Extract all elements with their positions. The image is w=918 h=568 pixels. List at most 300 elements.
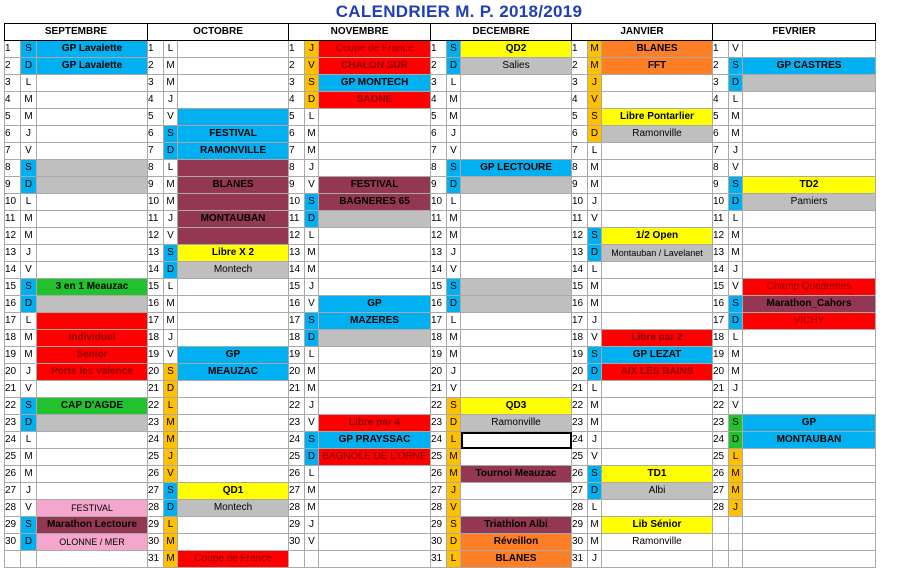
weekday-cell[interactable]: L <box>447 313 461 330</box>
empty-event-cell[interactable] <box>178 313 289 330</box>
day-number-cell[interactable]: 27 <box>431 483 447 500</box>
day-number-cell[interactable]: 13 <box>431 245 447 262</box>
day-number-cell[interactable]: 30 <box>289 534 305 551</box>
event-cell[interactable]: 1/2 Open <box>602 228 713 245</box>
weekday-cell[interactable] <box>21 551 37 568</box>
day-number-cell[interactable]: 21 <box>431 381 447 398</box>
empty-event-cell[interactable] <box>37 449 148 466</box>
day-number-cell[interactable]: 15 <box>713 279 729 296</box>
weekday-cell[interactable]: S <box>164 245 178 262</box>
weekday-cell[interactable]: M <box>588 58 602 75</box>
empty-event-cell[interactable] <box>743 109 876 126</box>
empty-event-cell[interactable] <box>37 109 148 126</box>
empty-event-cell[interactable] <box>178 194 289 211</box>
event-cell[interactable]: Individuel <box>37 330 148 347</box>
empty-event-cell[interactable] <box>37 211 148 228</box>
empty-event-cell[interactable] <box>461 211 572 228</box>
empty-event-cell[interactable] <box>602 211 713 228</box>
weekday-cell[interactable]: J <box>729 262 743 279</box>
event-cell[interactable]: QD2 <box>461 41 572 58</box>
empty-event-cell[interactable] <box>319 109 431 126</box>
day-number-cell[interactable]: 28 <box>431 500 447 517</box>
empty-event-cell[interactable] <box>743 245 876 262</box>
weekday-cell[interactable]: M <box>164 534 178 551</box>
weekday-cell[interactable]: M <box>447 109 461 126</box>
empty-event-cell[interactable] <box>461 347 572 364</box>
day-number-cell[interactable]: 8 <box>5 160 21 177</box>
weekday-cell[interactable]: V <box>588 92 602 109</box>
day-number-cell[interactable]: 28 <box>713 500 729 517</box>
weekday-cell[interactable]: M <box>588 177 602 194</box>
weekday-cell[interactable]: M <box>447 449 461 466</box>
empty-event-cell[interactable] <box>37 551 148 568</box>
day-number-cell[interactable]: 14 <box>148 262 164 279</box>
weekday-cell[interactable]: D <box>447 296 461 313</box>
event-cell[interactable]: Libre par 2 <box>602 330 713 347</box>
day-number-cell[interactable]: 11 <box>572 211 588 228</box>
day-number-cell[interactable]: 23 <box>5 415 21 432</box>
empty-event-cell[interactable] <box>461 228 572 245</box>
empty-event-cell[interactable] <box>37 160 148 177</box>
weekday-cell[interactable]: V <box>588 449 602 466</box>
day-number-cell[interactable]: 8 <box>148 160 164 177</box>
day-number-cell[interactable]: 2 <box>5 58 21 75</box>
day-number-cell[interactable]: 5 <box>713 109 729 126</box>
event-cell[interactable]: MAZERES <box>319 313 431 330</box>
empty-event-cell[interactable] <box>178 398 289 415</box>
day-number-cell[interactable]: 8 <box>289 160 305 177</box>
empty-event-cell[interactable] <box>602 313 713 330</box>
weekday-cell[interactable]: S <box>729 296 743 313</box>
empty-event-cell[interactable] <box>178 517 289 534</box>
day-number-cell[interactable]: 19 <box>148 347 164 364</box>
empty-event-cell[interactable] <box>37 381 148 398</box>
day-number-cell[interactable]: 26 <box>289 466 305 483</box>
empty-event-cell[interactable] <box>461 449 572 466</box>
weekday-cell[interactable]: M <box>588 296 602 313</box>
weekday-cell[interactable]: M <box>164 58 178 75</box>
weekday-cell[interactable]: V <box>164 466 178 483</box>
event-cell[interactable]: Libre X 2 <box>178 245 289 262</box>
empty-event-cell[interactable] <box>461 177 572 194</box>
empty-event-cell[interactable] <box>319 143 431 160</box>
day-number-cell[interactable]: 7 <box>289 143 305 160</box>
empty-event-cell[interactable] <box>37 75 148 92</box>
empty-event-cell[interactable] <box>37 143 148 160</box>
weekday-cell[interactable]: J <box>305 160 319 177</box>
weekday-cell[interactable]: S <box>588 228 602 245</box>
empty-event-cell[interactable] <box>743 534 876 551</box>
day-number-cell[interactable]: 3 <box>289 75 305 92</box>
empty-event-cell[interactable] <box>743 449 876 466</box>
day-number-cell[interactable]: 19 <box>572 347 588 364</box>
day-number-cell[interactable]: 4 <box>572 92 588 109</box>
day-number-cell[interactable]: 29 <box>148 517 164 534</box>
empty-event-cell[interactable] <box>461 279 572 296</box>
weekday-cell[interactable]: V <box>729 160 743 177</box>
empty-event-cell[interactable] <box>743 160 876 177</box>
empty-event-cell[interactable] <box>743 466 876 483</box>
weekday-cell[interactable]: M <box>305 262 319 279</box>
weekday-cell[interactable]: M <box>729 109 743 126</box>
weekday-cell[interactable]: S <box>305 313 319 330</box>
day-number-cell[interactable]: 17 <box>289 313 305 330</box>
empty-event-cell[interactable] <box>743 211 876 228</box>
empty-event-cell[interactable] <box>743 517 876 534</box>
weekday-cell[interactable]: M <box>729 364 743 381</box>
event-cell[interactable]: Albi <box>602 483 713 500</box>
day-number-cell[interactable] <box>713 534 729 551</box>
empty-event-cell[interactable] <box>178 449 289 466</box>
event-cell[interactable]: GP <box>743 415 876 432</box>
day-number-cell[interactable]: 25 <box>431 449 447 466</box>
weekday-cell[interactable]: M <box>305 483 319 500</box>
day-number-cell[interactable]: 17 <box>431 313 447 330</box>
weekday-cell[interactable]: M <box>164 296 178 313</box>
day-number-cell[interactable]: 1 <box>148 41 164 58</box>
weekday-cell[interactable]: L <box>305 466 319 483</box>
event-cell[interactable]: FESTIVAL <box>319 177 431 194</box>
day-number-cell[interactable]: 22 <box>713 398 729 415</box>
weekday-cell[interactable]: L <box>305 347 319 364</box>
day-number-cell[interactable]: 22 <box>572 398 588 415</box>
weekday-cell[interactable]: D <box>21 58 37 75</box>
event-cell[interactable]: BAGNOLE DE L'ORNE <box>319 449 431 466</box>
day-number-cell[interactable]: 27 <box>289 483 305 500</box>
day-number-cell[interactable]: 13 <box>713 245 729 262</box>
day-number-cell[interactable]: 20 <box>148 364 164 381</box>
day-number-cell[interactable]: 26 <box>5 466 21 483</box>
event-cell[interactable]: Champ Quadrettes <box>743 279 876 296</box>
empty-event-cell[interactable] <box>319 160 431 177</box>
weekday-cell[interactable]: D <box>729 194 743 211</box>
empty-event-cell[interactable] <box>37 432 148 449</box>
weekday-cell[interactable]: J <box>729 143 743 160</box>
empty-event-cell[interactable] <box>743 551 876 568</box>
weekday-cell[interactable]: J <box>588 432 602 449</box>
weekday-cell[interactable]: D <box>588 364 602 381</box>
day-number-cell[interactable]: 16 <box>5 296 21 313</box>
empty-event-cell[interactable] <box>743 483 876 500</box>
weekday-cell[interactable]: M <box>588 415 602 432</box>
empty-event-cell[interactable] <box>743 262 876 279</box>
weekday-cell[interactable]: V <box>21 143 37 160</box>
day-number-cell[interactable]: 19 <box>289 347 305 364</box>
weekday-cell[interactable]: M <box>21 347 37 364</box>
event-cell[interactable]: GP MONTECH <box>319 75 431 92</box>
weekday-cell[interactable]: D <box>588 483 602 500</box>
day-number-cell[interactable]: 15 <box>289 279 305 296</box>
weekday-cell[interactable] <box>729 517 743 534</box>
day-number-cell[interactable]: 27 <box>5 483 21 500</box>
day-number-cell[interactable]: 15 <box>572 279 588 296</box>
empty-event-cell[interactable] <box>461 194 572 211</box>
day-number-cell[interactable]: 9 <box>5 177 21 194</box>
day-number-cell[interactable]: 16 <box>431 296 447 313</box>
event-cell[interactable]: TD2 <box>743 177 876 194</box>
day-number-cell[interactable]: 13 <box>289 245 305 262</box>
day-number-cell[interactable]: 11 <box>5 211 21 228</box>
day-number-cell[interactable]: 21 <box>5 381 21 398</box>
month-header-decembre[interactable]: DECEMBRE <box>431 24 572 41</box>
day-number-cell[interactable]: 31 <box>572 551 588 568</box>
weekday-cell[interactable]: J <box>164 211 178 228</box>
empty-event-cell[interactable] <box>37 126 148 143</box>
day-number-cell[interactable]: 11 <box>713 211 729 228</box>
day-number-cell[interactable]: 9 <box>431 177 447 194</box>
day-number-cell[interactable]: 5 <box>289 109 305 126</box>
weekday-cell[interactable]: J <box>588 194 602 211</box>
event-cell[interactable]: OLONNE / MER <box>37 534 148 551</box>
empty-event-cell[interactable] <box>178 381 289 398</box>
day-number-cell[interactable]: 28 <box>289 500 305 517</box>
empty-event-cell[interactable] <box>319 262 431 279</box>
weekday-cell[interactable]: D <box>21 534 37 551</box>
empty-event-cell[interactable] <box>461 262 572 279</box>
day-number-cell[interactable]: 10 <box>713 194 729 211</box>
empty-event-cell[interactable] <box>461 109 572 126</box>
empty-event-cell[interactable] <box>178 41 289 58</box>
day-number-cell[interactable]: 20 <box>431 364 447 381</box>
day-number-cell[interactable]: 21 <box>289 381 305 398</box>
weekday-cell[interactable]: J <box>305 279 319 296</box>
day-number-cell[interactable]: 29 <box>289 517 305 534</box>
day-number-cell[interactable]: 24 <box>572 432 588 449</box>
day-number-cell[interactable]: 30 <box>5 534 21 551</box>
day-number-cell[interactable]: 12 <box>5 228 21 245</box>
empty-event-cell[interactable] <box>178 160 289 177</box>
weekday-cell[interactable]: D <box>447 58 461 75</box>
day-number-cell[interactable]: 15 <box>148 279 164 296</box>
day-number-cell[interactable]: 28 <box>148 500 164 517</box>
empty-event-cell[interactable] <box>602 262 713 279</box>
weekday-cell[interactable]: M <box>164 313 178 330</box>
weekday-cell[interactable]: M <box>21 109 37 126</box>
weekday-cell[interactable]: M <box>305 381 319 398</box>
day-number-cell[interactable]: 4 <box>713 92 729 109</box>
day-number-cell[interactable]: 18 <box>713 330 729 347</box>
event-cell[interactable]: Ramonville <box>602 126 713 143</box>
day-number-cell[interactable]: 2 <box>572 58 588 75</box>
month-header-novembre[interactable]: NOVEMBRE <box>289 24 431 41</box>
day-number-cell[interactable]: 21 <box>572 381 588 398</box>
day-number-cell[interactable]: 4 <box>5 92 21 109</box>
weekday-cell[interactable]: M <box>588 279 602 296</box>
day-number-cell[interactable]: 29 <box>572 517 588 534</box>
weekday-cell[interactable]: S <box>305 75 319 92</box>
weekday-cell[interactable]: L <box>729 211 743 228</box>
day-number-cell[interactable]: 28 <box>572 500 588 517</box>
day-number-cell[interactable]: 17 <box>713 313 729 330</box>
weekday-cell[interactable]: D <box>729 432 743 449</box>
day-number-cell[interactable]: 17 <box>5 313 21 330</box>
day-number-cell[interactable]: 3 <box>572 75 588 92</box>
empty-event-cell[interactable] <box>743 347 876 364</box>
weekday-cell[interactable]: M <box>588 534 602 551</box>
day-number-cell[interactable]: 6 <box>5 126 21 143</box>
empty-event-cell[interactable] <box>602 160 713 177</box>
empty-event-cell[interactable] <box>178 296 289 313</box>
event-cell[interactable]: BLANES <box>178 177 289 194</box>
empty-event-cell[interactable] <box>37 296 148 313</box>
empty-event-cell[interactable] <box>178 279 289 296</box>
empty-event-cell[interactable] <box>178 58 289 75</box>
day-number-cell[interactable]: 28 <box>5 500 21 517</box>
day-number-cell[interactable]: 17 <box>148 313 164 330</box>
weekday-cell[interactable]: V <box>729 398 743 415</box>
empty-event-cell[interactable] <box>319 228 431 245</box>
event-cell[interactable]: Tournoi Meauzac <box>461 466 572 483</box>
weekday-cell[interactable]: S <box>447 517 461 534</box>
day-number-cell[interactable]: 2 <box>289 58 305 75</box>
weekday-cell[interactable]: M <box>21 211 37 228</box>
weekday-cell[interactable]: D <box>305 330 319 347</box>
day-number-cell[interactable]: 13 <box>572 245 588 262</box>
day-number-cell[interactable]: 14 <box>431 262 447 279</box>
empty-event-cell[interactable] <box>178 330 289 347</box>
weekday-cell[interactable]: M <box>447 228 461 245</box>
event-cell[interactable]: Triathlon Albi <box>461 517 572 534</box>
day-number-cell[interactable]: 12 <box>572 228 588 245</box>
day-number-cell[interactable]: 23 <box>431 415 447 432</box>
weekday-cell[interactable]: S <box>447 160 461 177</box>
day-number-cell[interactable]: 4 <box>148 92 164 109</box>
weekday-cell[interactable]: L <box>588 381 602 398</box>
day-number-cell[interactable]: 1 <box>431 41 447 58</box>
day-number-cell[interactable]: 2 <box>713 58 729 75</box>
day-number-cell[interactable]: 9 <box>148 177 164 194</box>
day-number-cell[interactable]: 25 <box>713 449 729 466</box>
day-number-cell[interactable]: 24 <box>5 432 21 449</box>
empty-event-cell[interactable] <box>37 415 148 432</box>
day-number-cell[interactable]: 16 <box>148 296 164 313</box>
day-number-cell[interactable]: 18 <box>148 330 164 347</box>
weekday-cell[interactable]: V <box>447 262 461 279</box>
weekday-cell[interactable]: S <box>447 279 461 296</box>
weekday-cell[interactable]: D <box>729 75 743 92</box>
day-number-cell[interactable]: 9 <box>289 177 305 194</box>
day-number-cell[interactable]: 11 <box>431 211 447 228</box>
weekday-cell[interactable]: M <box>164 75 178 92</box>
weekday-cell[interactable]: D <box>305 449 319 466</box>
day-number-cell[interactable]: 14 <box>572 262 588 279</box>
weekday-cell[interactable]: L <box>447 194 461 211</box>
weekday-cell[interactable]: V <box>729 279 743 296</box>
day-number-cell[interactable]: 7 <box>148 143 164 160</box>
weekday-cell[interactable]: V <box>447 500 461 517</box>
weekday-cell[interactable]: J <box>447 483 461 500</box>
empty-event-cell[interactable] <box>178 109 289 126</box>
day-number-cell[interactable]: 12 <box>289 228 305 245</box>
weekday-cell[interactable]: L <box>164 279 178 296</box>
day-number-cell[interactable]: 7 <box>572 143 588 160</box>
weekday-cell[interactable]: M <box>447 330 461 347</box>
weekday-cell[interactable]: M <box>729 483 743 500</box>
weekday-cell[interactable]: M <box>588 398 602 415</box>
event-cell[interactable]: GP Lavalette <box>37 41 148 58</box>
day-number-cell[interactable]: 18 <box>289 330 305 347</box>
day-number-cell[interactable]: 18 <box>5 330 21 347</box>
empty-event-cell[interactable] <box>37 262 148 279</box>
day-number-cell[interactable]: 29 <box>5 517 21 534</box>
weekday-cell[interactable]: J <box>729 381 743 398</box>
weekday-cell[interactable]: S <box>164 483 178 500</box>
weekday-cell[interactable]: S <box>305 194 319 211</box>
weekday-cell[interactable]: M <box>21 92 37 109</box>
event-cell[interactable]: SAONE <box>319 92 431 109</box>
event-cell[interactable]: BAGNERES 65 <box>319 194 431 211</box>
empty-event-cell[interactable] <box>461 296 572 313</box>
empty-event-cell[interactable] <box>602 143 713 160</box>
day-number-cell[interactable]: 3 <box>5 75 21 92</box>
day-number-cell[interactable]: 5 <box>431 109 447 126</box>
day-number-cell[interactable]: 1 <box>713 41 729 58</box>
day-number-cell[interactable]: 13 <box>5 245 21 262</box>
day-number-cell[interactable]: 27 <box>572 483 588 500</box>
weekday-cell[interactable]: D <box>305 211 319 228</box>
day-number-cell[interactable]: 24 <box>431 432 447 449</box>
weekday-cell[interactable]: V <box>729 41 743 58</box>
weekday-cell[interactable]: M <box>21 449 37 466</box>
day-number-cell[interactable]: 31 <box>431 551 447 568</box>
weekday-cell[interactable]: L <box>588 500 602 517</box>
event-cell[interactable]: Libre par 4 <box>319 415 431 432</box>
day-number-cell[interactable]: 22 <box>289 398 305 415</box>
empty-event-cell[interactable] <box>178 466 289 483</box>
day-number-cell[interactable]: 15 <box>5 279 21 296</box>
event-cell[interactable]: RAMONVILLE <box>178 143 289 160</box>
day-number-cell[interactable]: 23 <box>289 415 305 432</box>
weekday-cell[interactable]: M <box>447 347 461 364</box>
day-number-cell[interactable]: 24 <box>289 432 305 449</box>
weekday-cell[interactable]: S <box>164 364 178 381</box>
day-number-cell[interactable]: 15 <box>431 279 447 296</box>
weekday-cell[interactable]: L <box>21 313 37 330</box>
weekday-cell[interactable]: J <box>305 517 319 534</box>
empty-event-cell[interactable] <box>319 347 431 364</box>
day-number-cell[interactable]: 5 <box>5 109 21 126</box>
empty-event-cell[interactable] <box>602 177 713 194</box>
day-number-cell[interactable]: 7 <box>431 143 447 160</box>
weekday-cell[interactable]: D <box>305 92 319 109</box>
event-cell[interactable]: QD3 <box>461 398 572 415</box>
day-number-cell[interactable]: 6 <box>289 126 305 143</box>
day-number-cell[interactable]: 29 <box>431 517 447 534</box>
weekday-cell[interactable]: J <box>729 500 743 517</box>
day-number-cell[interactable]: 16 <box>713 296 729 313</box>
weekday-cell[interactable]: S <box>21 160 37 177</box>
weekday-cell[interactable]: M <box>305 500 319 517</box>
empty-event-cell[interactable] <box>37 483 148 500</box>
weekday-cell[interactable]: L <box>447 551 461 568</box>
weekday-cell[interactable]: J <box>21 245 37 262</box>
weekday-cell[interactable]: L <box>21 194 37 211</box>
weekday-cell[interactable]: D <box>447 534 461 551</box>
weekday-cell[interactable]: J <box>447 245 461 262</box>
weekday-cell[interactable]: J <box>164 92 178 109</box>
event-cell[interactable]: Montech <box>178 262 289 279</box>
event-cell[interactable]: BLANES <box>461 551 572 568</box>
empty-event-cell[interactable] <box>461 313 572 330</box>
weekday-cell[interactable]: V <box>305 534 319 551</box>
event-cell[interactable]: VICHY <box>743 313 876 330</box>
event-cell[interactable]: Libre Pontarlier <box>602 109 713 126</box>
weekday-cell[interactable]: D <box>164 381 178 398</box>
weekday-cell[interactable]: D <box>447 415 461 432</box>
event-cell[interactable]: GP PRAYSSAC <box>319 432 431 449</box>
day-number-cell[interactable]: 13 <box>148 245 164 262</box>
weekday-cell[interactable]: J <box>588 313 602 330</box>
